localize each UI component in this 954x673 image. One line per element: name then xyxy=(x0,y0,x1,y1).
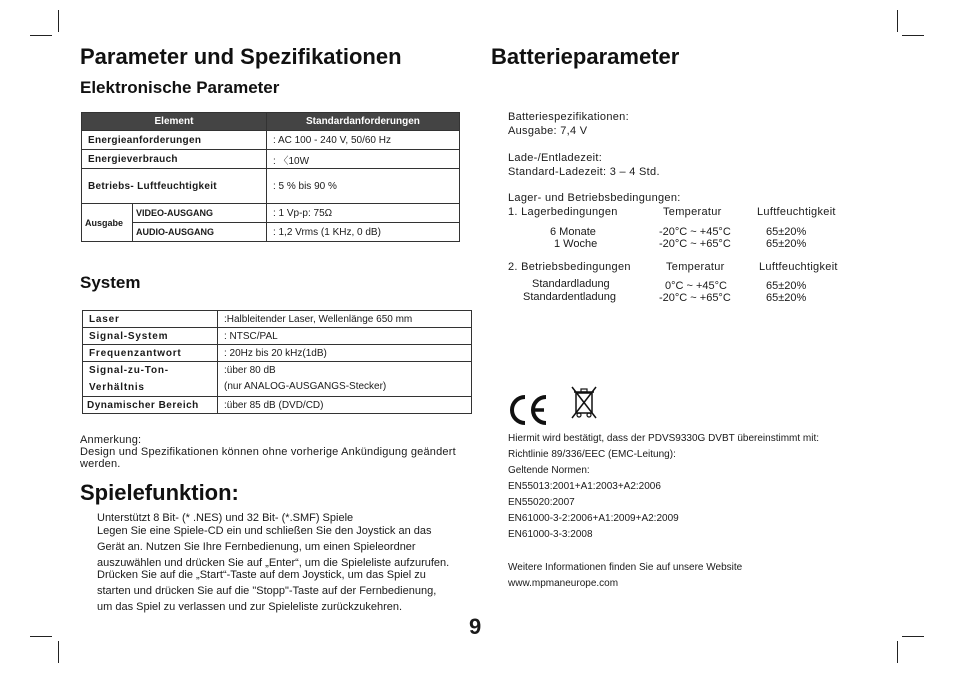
table-row: Frequenzantwort : 20Hz bis 20 kHz(1dB) xyxy=(83,345,472,362)
crop-mark xyxy=(30,636,52,637)
system-heading: System xyxy=(80,273,141,292)
crop-mark xyxy=(897,641,898,663)
list-item: 65±20% xyxy=(766,292,807,304)
table-row: Energieverbrauch : 〈10W xyxy=(82,150,460,169)
list-item: -20°C ~ +65°C xyxy=(659,292,731,304)
table-row: Signal-System : NTSC/PAL xyxy=(83,328,472,345)
battery-charge: Lade-/Entladezeit: Standard-Ladezeit: 3 – 4 Std. xyxy=(508,152,660,178)
operation-col-hum: Luftfeuchtigkeit xyxy=(759,261,838,273)
crop-mark xyxy=(897,10,898,32)
crop-mark xyxy=(30,35,52,36)
crop-mark xyxy=(58,641,59,663)
game-title: Spielefunktion: xyxy=(80,480,239,505)
crop-mark xyxy=(58,10,59,32)
system-table xyxy=(82,310,472,414)
list-item: 6 Monate xyxy=(550,226,596,238)
table-row: Energieanforderungen : AC 100 - 240 V, 50/60 Hz xyxy=(82,131,460,150)
table-row: Laser :Halbleitender Laser, Wellenlänge 650 mm xyxy=(83,311,472,328)
page-title: Parameter und Spezifikationen xyxy=(80,44,402,69)
table-header-element: Element xyxy=(82,113,267,131)
battery-title: Batterieparameter xyxy=(491,44,680,69)
more-info-text: Weitere Informationen finden Sie auf unsere Website xyxy=(508,562,743,573)
storage-heading: 1. Lagerbedingungen xyxy=(508,206,618,218)
table-row: AUDIO-AUSGANG : 1,2 Vrms (1 KHz, 0 dB) xyxy=(82,223,460,242)
list-item: 65±20% xyxy=(766,280,807,292)
operation-col-temp: Temperatur xyxy=(666,261,725,273)
list-item: 65±20% xyxy=(766,238,807,250)
list-item: 1 Woche xyxy=(554,238,598,250)
electronic-heading: Elektronische Parameter xyxy=(80,78,280,97)
conditions-label: Lager- und Betriebsbedingungen: xyxy=(508,192,681,204)
weee-crossed-bin-icon xyxy=(570,385,598,421)
table-row: Betriebs- Luftfeuchtigkeit : 5 % bis 90 % xyxy=(82,169,460,204)
ce-mark-icon xyxy=(506,393,550,427)
page-number: 9 xyxy=(469,614,482,639)
electronic-parameters-table xyxy=(81,112,460,242)
storage-col-temp: Temperatur xyxy=(663,206,722,218)
crop-mark xyxy=(902,636,924,637)
list-item: Standardentladung xyxy=(523,291,616,303)
list-item: 65±20% xyxy=(766,226,807,238)
table-row: Dynamischer Bereich :über 85 dB (DVD/CD) xyxy=(83,397,472,414)
crop-mark xyxy=(902,35,924,36)
table-row: Signal-zu-Ton- Verhältnis :über 80 dB (nur ANALOG-AUSGANGS-Stecker) xyxy=(83,362,472,397)
website-link[interactable]: www.mpmaneurope.com xyxy=(508,578,619,589)
note: Anmerkung: Design und Spezifikationen können ohne vorherige Ankündigung geändert werden. xyxy=(80,434,456,470)
output-label: Ausgabe xyxy=(82,204,133,242)
storage-col-hum: Luftfeuchtigkeit xyxy=(757,206,836,218)
table-header-standard: Standardanforderungen xyxy=(266,113,459,131)
operation-heading: 2. Betriebsbedingungen xyxy=(508,261,631,273)
table-row: Ausgabe VIDEO-AUSGANG : 1 Vp-p: 75Ω xyxy=(82,204,460,223)
list-item: Standardladung xyxy=(532,278,610,290)
battery-spec: Batteriespezifikationen: Ausgabe: 7,4 V xyxy=(508,111,629,137)
list-item: -20°C ~ +65°C xyxy=(659,238,731,250)
list-item: -20°C ~ +45°C xyxy=(659,226,731,238)
list-item: 0°C ~ +45°C xyxy=(665,280,727,292)
